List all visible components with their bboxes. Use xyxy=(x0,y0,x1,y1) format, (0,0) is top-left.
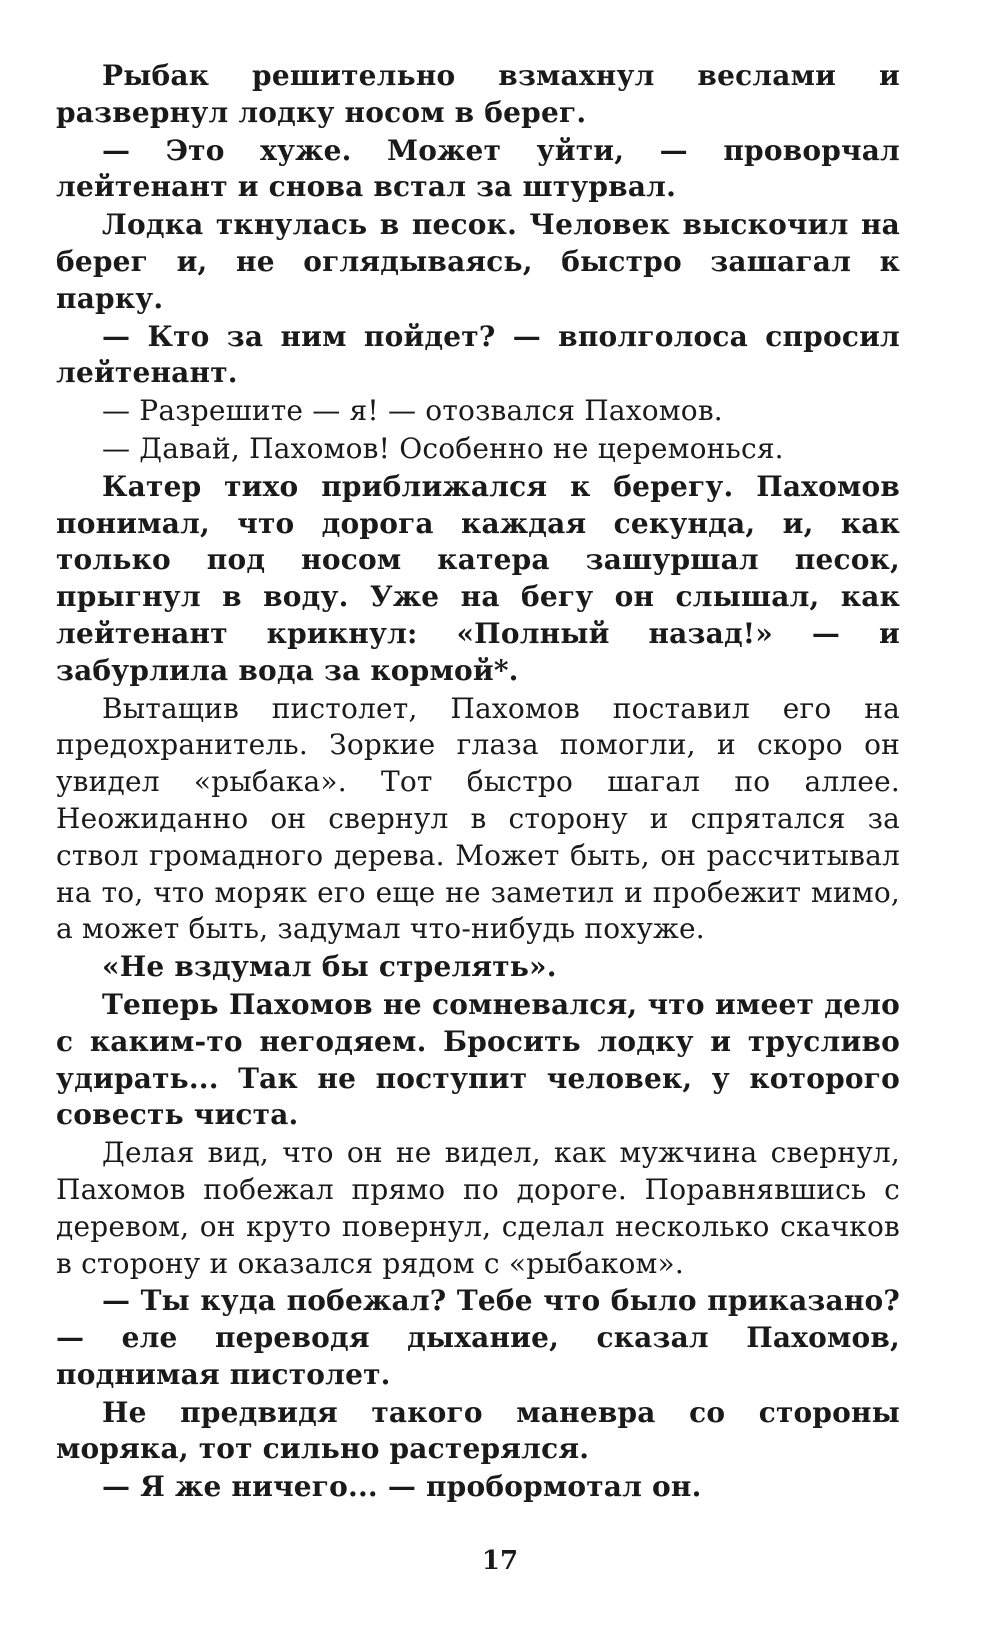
paragraph: Теперь Пахомов не сомневался, что имеет дело с каким-то негодяем. Бросить лодку и трусливо удирать... Так не поступит человек, у которого совесть чиста. xyxy=(56,987,900,1132)
paragraph: Вытащив пистолет, Пахомов поставил его на предохранитель. Зоркие глаза помогли, и скоро он увидел «рыбака». Тот быстро шагал по аллее. Неожиданно он свернул в сторону и спрятался за ствол громадного дерева. Может быть, он рассчитывал на то, что моряк его еще не заметил и пробежит мимо, а может быть, задумал что-нибудь похуже. xyxy=(56,691,900,946)
paragraph: — Кто за ним пойдет? — вполголоса спросил лейтенант. xyxy=(56,319,900,390)
paragraph: Не предвидя такого маневра со стороны моряка, тот сильно растерялся. xyxy=(56,1395,900,1466)
paragraph: — Давай, Пахомов! Особенно не церемонься. xyxy=(102,431,784,465)
paragraph: Катер тихо приближался к берегу. Пахомов понимал, что дорога каждая секунда, и, как только под носом катера зашуршал песок, прыгнул в воду. Уже на бегу он слышал, как лейтенант крикнул: «Полный назад!» — и забурлила вода за кормой*. xyxy=(56,469,900,687)
paragraph: Делая вид, что он не видел, как мужчина свернул, Пахомов побежал прямо по дороге. Поравнявшись с деревом, он круто повернул, сделал несколько скачков в сторону и оказался рядом с «рыбаком». xyxy=(56,1136,900,1280)
paragraph: — Я же ничего... — пробормотал он. xyxy=(102,1470,702,1504)
paragraph: — Это хуже. Может уйти, — проворчал лейтенант и снова встал за штурвал. xyxy=(56,133,900,204)
paragraph: Лодка ткнулась в песок. Человек выскочил на берег и, не оглядываясь, быстро зашагал к парку. xyxy=(56,208,900,315)
paragraph: «Не вздумал бы стрелять». xyxy=(102,950,557,984)
page-number: 17 xyxy=(481,1546,519,1576)
paragraph: Рыбак решительно взмахнул веслами и развернул лодку носом в берег. xyxy=(56,59,900,129)
paragraph: — Ты куда побежал? Тебе что было приказано? — еле переводя дыхание, сказал Пахомов, поднимая пистолет. xyxy=(56,1284,900,1391)
text-body xyxy=(56,58,900,1507)
paragraph: — Разрешите — я! — отозвался Пахомов. xyxy=(102,394,723,428)
